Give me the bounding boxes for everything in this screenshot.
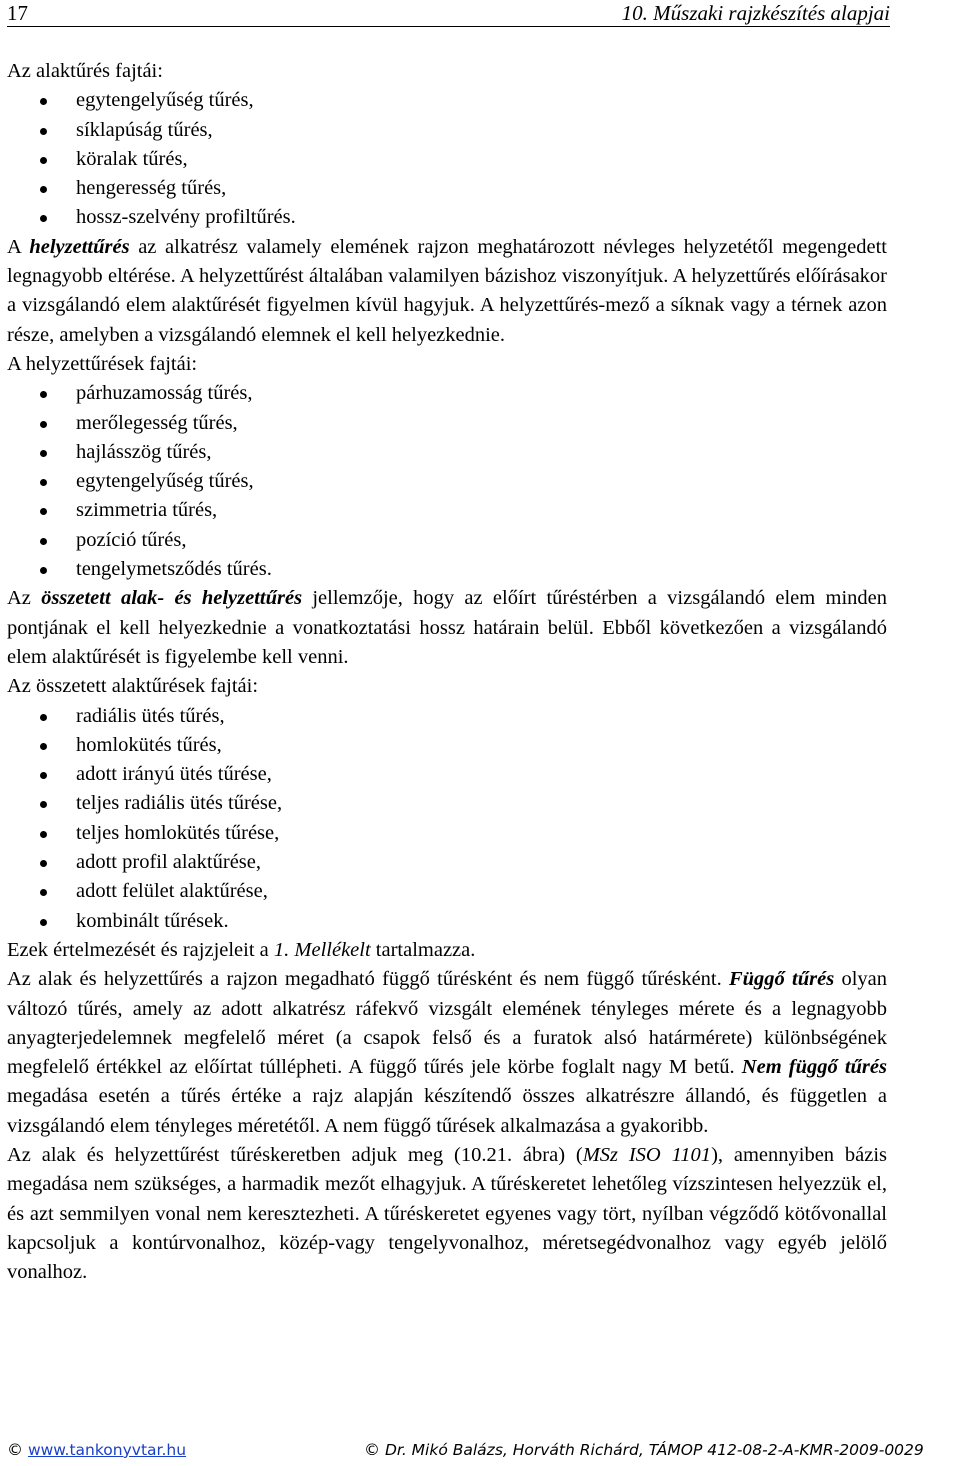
appendix-reference: 1. Mellékelt — [273, 938, 371, 961]
list-item: adott irányú ütés tűrése, — [7, 760, 887, 789]
copyright-icon: © — [364, 1440, 380, 1459]
list-item: pozíció tűrés, — [7, 526, 887, 555]
list-item: hengeresség tűrés, — [7, 174, 887, 203]
composite-tolerance-list — [7, 702, 887, 936]
page-header — [7, 0, 890, 27]
list-item: síklapúság tűrés, — [7, 116, 887, 145]
standard-reference: MSz ISO 1101 — [582, 1143, 712, 1166]
list-item: hajlásszög tűrés, — [7, 438, 887, 467]
list-item: teljes homlokütés tűrése, — [7, 819, 887, 848]
chapter-title: 10. Műszaki rajzkészítés alapjai — [621, 1, 890, 25]
page-number: 17 — [7, 1, 28, 25]
copyright-icon: © — [7, 1440, 23, 1459]
dependent-tolerance-paragraph: Az alak és helyzettűrés a rajzon megadható függő tűrésként és nem függő tűrésként. Függő tűrés olyan változó tűrés, amely az adott alkatrész ráfekvő vizsgált elemének tényleges mérete és a legnagyobb anyagterjedelemnek megfelelő méret (a csapok felső és a furatok alsó határmérete) különbségének megfelelő értékkel az előírtat túllépheti. A függő tűrés jele körbe foglalt nagy M betű. Nem függő tűrés megadása esetén a tűrés értéke a rajz alapján készítendő összes alkatrészre állandó, és független a vizsgálandó elem tényleges méretétől. A nem függő tűrések alkalmazása a gyakoribb. — [7, 968, 887, 1137]
composite-tolerance-intro: Az összetett alaktűrések fajtái: — [7, 675, 259, 698]
appendix-reference-paragraph: Ezek értelmezését és rajzjeleit a 1. Mellékelt tartalmazza. — [7, 938, 476, 961]
term-fuggo-tures: Függő tűrés — [728, 968, 835, 991]
list-item: egytengelyűség tűrés, — [7, 86, 887, 115]
page-body — [7, 57, 887, 1287]
list-item: adott profil alaktűrése, — [7, 848, 887, 877]
term-helyzetturesz: helyzettűrés — [29, 235, 130, 258]
list-item: radiális ütés tűrés, — [7, 702, 887, 731]
list-item: szimmetria tűrés, — [7, 496, 887, 525]
page-footer — [7, 1440, 960, 1462]
position-tolerance-intro: A helyzettűrések fajtái: — [7, 352, 198, 375]
list-item: merőlegesség tűrés, — [7, 409, 887, 438]
website-link[interactable]: www.tankonyvtar.hu — [27, 1441, 187, 1459]
form-tolerance-intro: Az alaktűrés fajtái: — [7, 60, 163, 82]
footer-website-block — [7, 1440, 186, 1459]
footer-authors-block — [364, 1440, 924, 1459]
list-item: tengelymetsződés tűrés. — [7, 555, 887, 584]
position-tolerance-paragraph: A helyzettűrés az alkatrész valamely elemének rajzon meghatározott névleges helyzetétől megengedett legnagyobb eltérése. A helyzettűrést általában valamilyen bázishoz viszonyítjuk. A helyzettűrés előírásakor a vizsgálandó elem alaktűrését figyelmen kívül hagyjuk. A helyzettűrés-mező a síknak vagy a térnek azon része, amelyben a vizsgálandó elemnek el kell helyezkednie. — [7, 235, 887, 346]
footer-authors: Dr. Mikó Balázs, Horváth Richárd, TÁMOP 412-08-2-A-KMR-2009-0029 — [384, 1441, 924, 1459]
list-item: egytengelyűség tűrés, — [7, 467, 887, 496]
tolerance-frame-paragraph: Az alak és helyzettűrést tűréskeretben adjuk meg (10.21. ábra) (MSz ISO 1101), amennyiben bázis megadása nem szükséges, a harmadik mezőt elhagyjuk. A tűréskeretet lehetőleg vízszintesen helyezzük el, és azt semmilyen vonal nem keresztezheti. A tűréskeretet egyenes vagy tört, nyílban végződő kötővonallal kapcsoljuk a kontúrvonalhoz, közép-vagy tengelyvonalhoz, méretsegédvonalhoz vagy egyéb jelölő vonalhoz. — [7, 1143, 888, 1284]
list-item: köralak tűrés, — [7, 145, 887, 174]
term-nem-fuggo-tures: Nem függő tűrés — [741, 1056, 887, 1079]
position-tolerance-list — [7, 379, 887, 584]
list-item: homlokütés tűrés, — [7, 731, 887, 760]
form-tolerance-list — [7, 86, 887, 232]
list-item: kombinált tűrések. — [7, 907, 887, 936]
list-item: hossz-szelvény profiltűrés. — [7, 203, 887, 232]
composite-tolerance-paragraph: Az összetett alak- és helyzettűrés jellemzője, hogy az előírt tűréstérben a vizsgálandó elem minden pontjának el kell helyezkednie a vonatkoztatási hossz határain belül. Ebből következően a vizsgálandó elem alaktűrését is figyelembe kell venni. — [7, 587, 887, 668]
list-item: adott felület alaktűrése, — [7, 877, 887, 906]
list-item: teljes radiális ütés tűrése, — [7, 789, 887, 818]
list-item: párhuzamosság tűrés, — [7, 379, 887, 408]
term-composite-tolerance: összetett alak- és helyzettűrés — [41, 587, 303, 610]
